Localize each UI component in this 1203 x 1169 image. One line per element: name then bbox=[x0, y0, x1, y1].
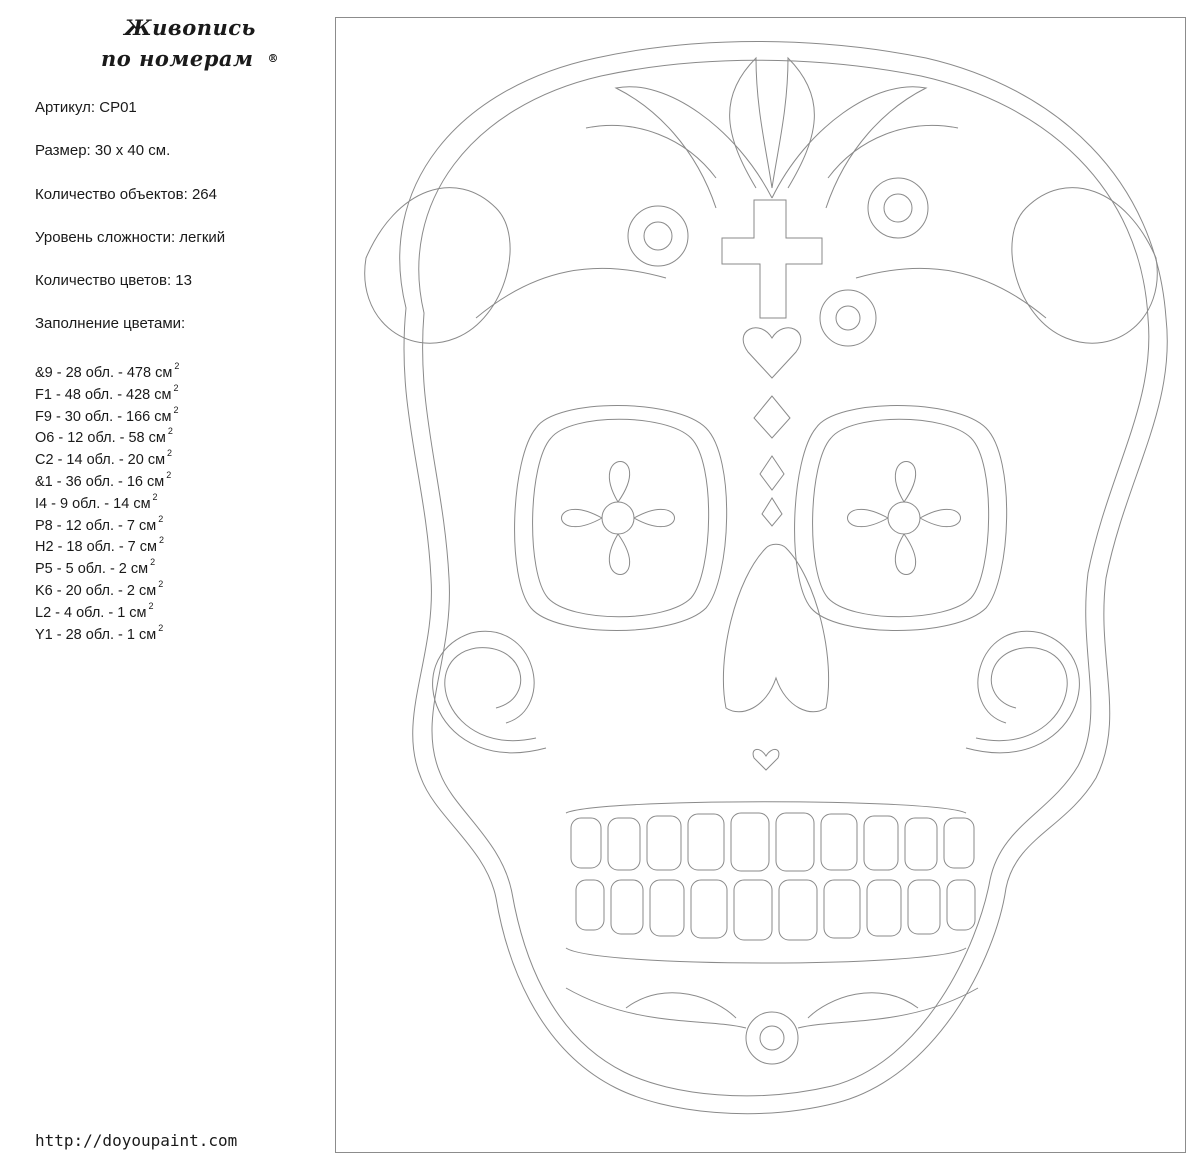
color-item-text: P8 - 12 обл. - 7 см bbox=[35, 517, 157, 534]
color-item-sup: 2 bbox=[148, 600, 154, 611]
color-item-sup: 2 bbox=[158, 578, 164, 589]
brand-logo bbox=[90, 12, 290, 74]
product-info bbox=[35, 98, 225, 358]
color-item bbox=[35, 598, 179, 620]
right-eye bbox=[795, 406, 1007, 631]
color-item-sup: 2 bbox=[167, 448, 173, 459]
color-item bbox=[35, 358, 179, 380]
chin-ornament bbox=[566, 988, 978, 1064]
brand-line-1: Живопись bbox=[124, 15, 256, 40]
color-item-sup: 2 bbox=[167, 426, 173, 437]
color-item bbox=[35, 380, 179, 402]
left-eye bbox=[515, 406, 727, 631]
color-item-text: F1 - 48 обл. - 428 см bbox=[35, 386, 172, 403]
registered-mark: ® bbox=[267, 52, 279, 65]
brand-line-2-text: по номерам bbox=[101, 46, 254, 71]
color-item bbox=[35, 467, 179, 489]
nose bbox=[723, 396, 828, 712]
color-item-text: Y1 - 28 обл. - 1 см bbox=[35, 626, 157, 643]
color-item-text: H2 - 18 обл. - 7 см bbox=[35, 539, 157, 556]
color-item-sup: 2 bbox=[152, 491, 158, 502]
color-item bbox=[35, 445, 179, 467]
size-label: Размер: 30 х 40 см. bbox=[35, 142, 171, 160]
website-link[interactable]: http://doyoupaint.com bbox=[35, 1131, 238, 1150]
colors-count-label: Количество цветов: 13 bbox=[35, 272, 192, 290]
color-item-sup: 2 bbox=[166, 469, 172, 480]
side-flowers bbox=[365, 178, 1158, 346]
top-floral-ornament bbox=[586, 58, 958, 208]
color-item bbox=[35, 489, 179, 511]
difficulty-label: Уровень сложности: легкий bbox=[35, 228, 226, 246]
color-item bbox=[35, 620, 179, 642]
color-item bbox=[35, 511, 179, 533]
color-item bbox=[35, 532, 179, 554]
color-item-text: L2 - 4 обл. - 1 см bbox=[35, 604, 147, 621]
color-item-sup: 2 bbox=[158, 622, 164, 633]
brand-line-2 bbox=[90, 43, 290, 74]
article-label: Артикул: СР01 bbox=[35, 99, 137, 116]
color-item-text: I4 - 9 обл. - 14 см bbox=[35, 495, 151, 512]
color-item-sup: 2 bbox=[174, 361, 180, 371]
color-item bbox=[35, 554, 179, 576]
color-item-text: K6 - 20 обл. - 2 см bbox=[35, 582, 157, 599]
color-item-text: C2 - 14 обл. - 20 см bbox=[35, 452, 166, 469]
color-item-text: F9 - 30 обл. - 166 см bbox=[35, 408, 172, 425]
color-fill-list bbox=[35, 358, 179, 641]
sugar-skull-artwork bbox=[336, 18, 1185, 1152]
color-item-text: P5 - 5 обл. - 2 см bbox=[35, 561, 149, 577]
color-item-sup: 2 bbox=[158, 535, 164, 546]
color-item-sup: 2 bbox=[173, 404, 179, 415]
skull-outline bbox=[400, 42, 1168, 1114]
teeth bbox=[566, 802, 975, 963]
fill-title: Заполнение цветами: bbox=[35, 315, 186, 333]
objects-count-label: Количество объектов: 264 bbox=[35, 185, 217, 203]
color-item-text: &9 - 28 обл. - 478 см bbox=[35, 364, 173, 381]
color-item-sup: 2 bbox=[173, 382, 179, 393]
color-item bbox=[35, 423, 179, 445]
color-item-sup: 2 bbox=[158, 513, 164, 524]
color-item bbox=[35, 402, 179, 424]
color-item-text: &1 - 36 обл. - 16 см bbox=[35, 473, 165, 490]
color-item-text: O6 - 12 обл. - 58 см bbox=[35, 430, 166, 447]
cheek-swirls bbox=[433, 631, 1080, 770]
artwork-frame bbox=[335, 17, 1186, 1153]
color-item bbox=[35, 576, 179, 598]
cross-ornament bbox=[722, 200, 822, 378]
color-item-sup: 2 bbox=[150, 557, 156, 568]
